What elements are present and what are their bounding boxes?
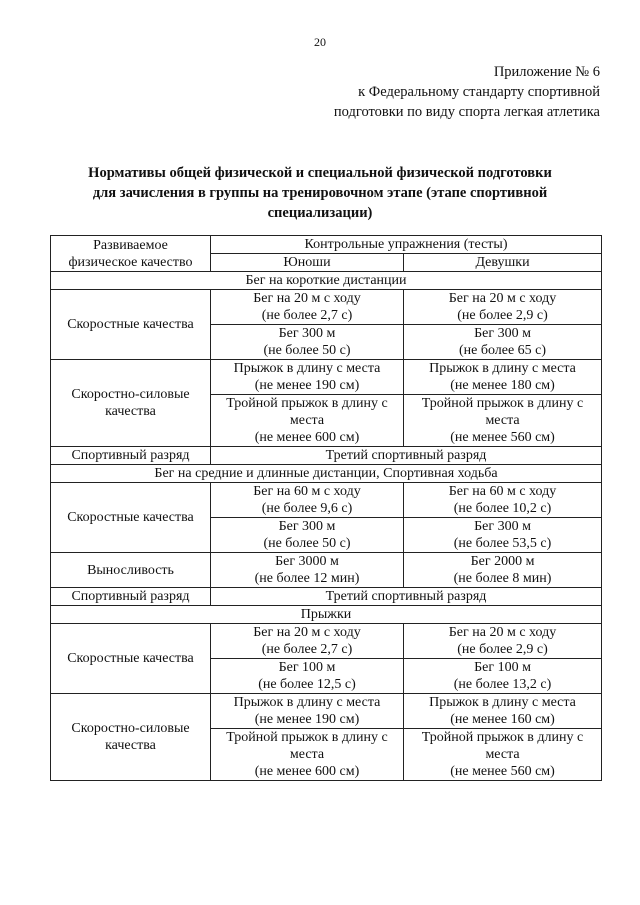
quality-cell <box>51 624 211 694</box>
girls-norm-cell <box>404 694 602 729</box>
norm-line: (не более 2,7 с) <box>261 308 353 323</box>
boys-norm-cell <box>211 553 404 588</box>
norm-line: (не менее 160 см) <box>450 712 555 727</box>
boys-norm-cell <box>211 483 404 518</box>
norm-line: Бег на 60 м с ходу <box>253 484 361 499</box>
header-boys-cell: Юноши <box>211 254 404 272</box>
rank-value-cell: Третий спортивный разряд <box>211 447 602 465</box>
section-title-cell: Прыжки <box>51 606 602 624</box>
section-title-row <box>51 465 602 483</box>
norm-line: (не более 2,9 с) <box>457 308 548 323</box>
norm-line: Прыжок в длину с места <box>429 695 576 710</box>
norm-line: Бег 100 м <box>474 660 531 675</box>
norm-line: Тройной прыжок в длину с <box>226 730 388 745</box>
norm-line: места <box>485 747 520 762</box>
boys-norm-cell <box>211 659 404 694</box>
section-title-row <box>51 606 602 624</box>
norm-line: (не более 50 с) <box>263 536 351 551</box>
girls-norm-cell <box>404 325 602 360</box>
rank-row <box>51 447 602 465</box>
norms-table <box>50 235 602 781</box>
document-title <box>60 163 580 223</box>
norm-line: Прыжок в длину с места <box>233 361 381 376</box>
norm-line: (не более 9,6 с) <box>261 501 353 516</box>
norm-line: (не более 12,5 с) <box>258 677 356 692</box>
norm-line: Бег 300 м <box>278 326 336 341</box>
norm-line: Бег на 20 м с ходу <box>448 291 557 306</box>
rank-label-cell: Спортивный разряд <box>51 588 211 606</box>
title-line: Нормативы общей физической и специальной физической подготовки <box>88 165 552 181</box>
page-number: 20 <box>314 35 326 49</box>
quality-cell <box>51 483 211 553</box>
rank-value-cell: Третий спортивный разряд <box>211 588 602 606</box>
title-line: для зачисления в группы на тренировочном этапе (этапе спортивной <box>92 185 548 201</box>
boys-norm-cell <box>211 325 404 360</box>
norm-line: (не более 65 с) <box>458 343 547 358</box>
table-row <box>51 624 602 659</box>
boys-norm-cell <box>211 395 404 447</box>
section-title-row <box>51 272 602 290</box>
quality-line: Скоростные качества <box>67 510 194 525</box>
section-title-cell: Бег на средние и длинные дистанции, Спортивная ходьба <box>51 465 602 483</box>
quality-line: Выносливость <box>87 562 174 578</box>
norm-line: Бег на 20 м с ходу <box>253 625 361 640</box>
appendix-line: подготовки по виду спорта легкая атлетика <box>333 104 600 120</box>
boys-norm-cell <box>211 518 404 553</box>
appendix-line: Приложение № 6 <box>493 64 600 80</box>
quality-line: качества <box>105 404 156 419</box>
header-quality-line: физическое качество <box>68 254 193 270</box>
appendix-header <box>334 62 600 122</box>
norm-line: Бег 3000 м <box>275 554 339 569</box>
norm-line: (не более 13,2 с) <box>453 677 552 692</box>
norm-line: Бег 2000 м <box>470 554 535 569</box>
norm-line: Бег 300 м <box>474 326 531 341</box>
norm-line: Прыжок в длину с места <box>429 361 576 376</box>
girls-norm-cell <box>404 518 602 553</box>
norm-line: Тройной прыжок в длину с <box>421 730 584 745</box>
quality-line: Скоростно-силовые <box>71 721 190 736</box>
appendix-line: к Федеральному стандарту спортивной <box>358 84 600 100</box>
norm-line: (не более 2,9 с) <box>457 642 548 657</box>
girls-norm-cell <box>404 483 602 518</box>
header-quality-cell <box>51 236 211 272</box>
norm-line: (не более 12 мин) <box>254 571 360 586</box>
header-tests-cell: Контрольные упражнения (тесты) <box>211 236 602 254</box>
norm-line: (не менее 180 см) <box>450 378 555 393</box>
table-row <box>51 483 602 518</box>
boys-norm-cell <box>211 360 404 395</box>
norm-line: Прыжок в длину с места <box>233 695 381 710</box>
norm-line: (не менее 190 см) <box>254 712 360 727</box>
norm-line: (не менее 560 см) <box>450 430 555 445</box>
quality-cell <box>51 553 211 588</box>
norm-line: (не более 8 мин) <box>453 571 552 586</box>
norm-line: (не менее 600 см) <box>254 764 360 779</box>
boys-norm-cell <box>211 729 404 781</box>
girls-norm-cell <box>404 624 602 659</box>
norm-line: Бег 300 м <box>474 519 531 534</box>
header-girls-cell: Девушки <box>404 254 602 272</box>
table-row <box>51 290 602 325</box>
header-quality-line: Развиваемое <box>93 237 168 253</box>
norm-line: (не менее 190 см) <box>254 378 360 393</box>
girls-norm-cell <box>404 360 602 395</box>
boys-norm-cell <box>211 624 404 659</box>
norm-line: (не более 50 с) <box>263 343 351 358</box>
table-row <box>51 553 602 588</box>
quality-cell <box>51 360 211 447</box>
girls-norm-cell <box>404 729 602 781</box>
norm-line: Бег на 60 м с ходу <box>448 484 557 499</box>
girls-norm-cell <box>404 290 602 325</box>
table-row <box>51 694 602 729</box>
norm-line: (не менее 560 см) <box>450 764 555 779</box>
rank-row <box>51 588 602 606</box>
boys-norm-cell <box>211 290 404 325</box>
quality-cell <box>51 694 211 781</box>
norm-line: места <box>289 413 325 428</box>
quality-line: качества <box>105 738 156 753</box>
boys-norm-cell <box>211 694 404 729</box>
girls-norm-cell <box>404 659 602 694</box>
rank-label-cell: Спортивный разряд <box>51 447 211 465</box>
norm-line: (не более 2,7 с) <box>261 642 353 657</box>
quality-line: Скоростные качества <box>67 317 194 332</box>
quality-line: Скоростно-силовые <box>71 387 190 402</box>
norm-line: Бег на 20 м с ходу <box>448 625 557 640</box>
table-row <box>51 360 602 395</box>
section-title-cell: Бег на короткие дистанции <box>51 272 602 290</box>
norm-line: Бег 300 м <box>278 519 336 534</box>
norm-line: Бег 100 м <box>278 660 336 675</box>
title-line: специализации) <box>267 205 373 221</box>
quality-cell <box>51 290 211 360</box>
norm-line: Бег на 20 м с ходу <box>253 291 361 306</box>
norm-line: Тройной прыжок в длину с <box>226 396 388 411</box>
norm-line: места <box>485 413 520 428</box>
norm-line: Тройной прыжок в длину с <box>421 396 584 411</box>
norm-line: (не более 53,5 с) <box>453 536 552 551</box>
norm-line: места <box>289 747 325 762</box>
table-header-row <box>51 236 602 254</box>
girls-norm-cell <box>404 395 602 447</box>
norm-line: (не менее 600 см) <box>254 430 360 445</box>
quality-line: Скоростные качества <box>67 651 194 666</box>
norm-line: (не более 10,2 с) <box>453 501 552 516</box>
girls-norm-cell <box>404 553 602 588</box>
